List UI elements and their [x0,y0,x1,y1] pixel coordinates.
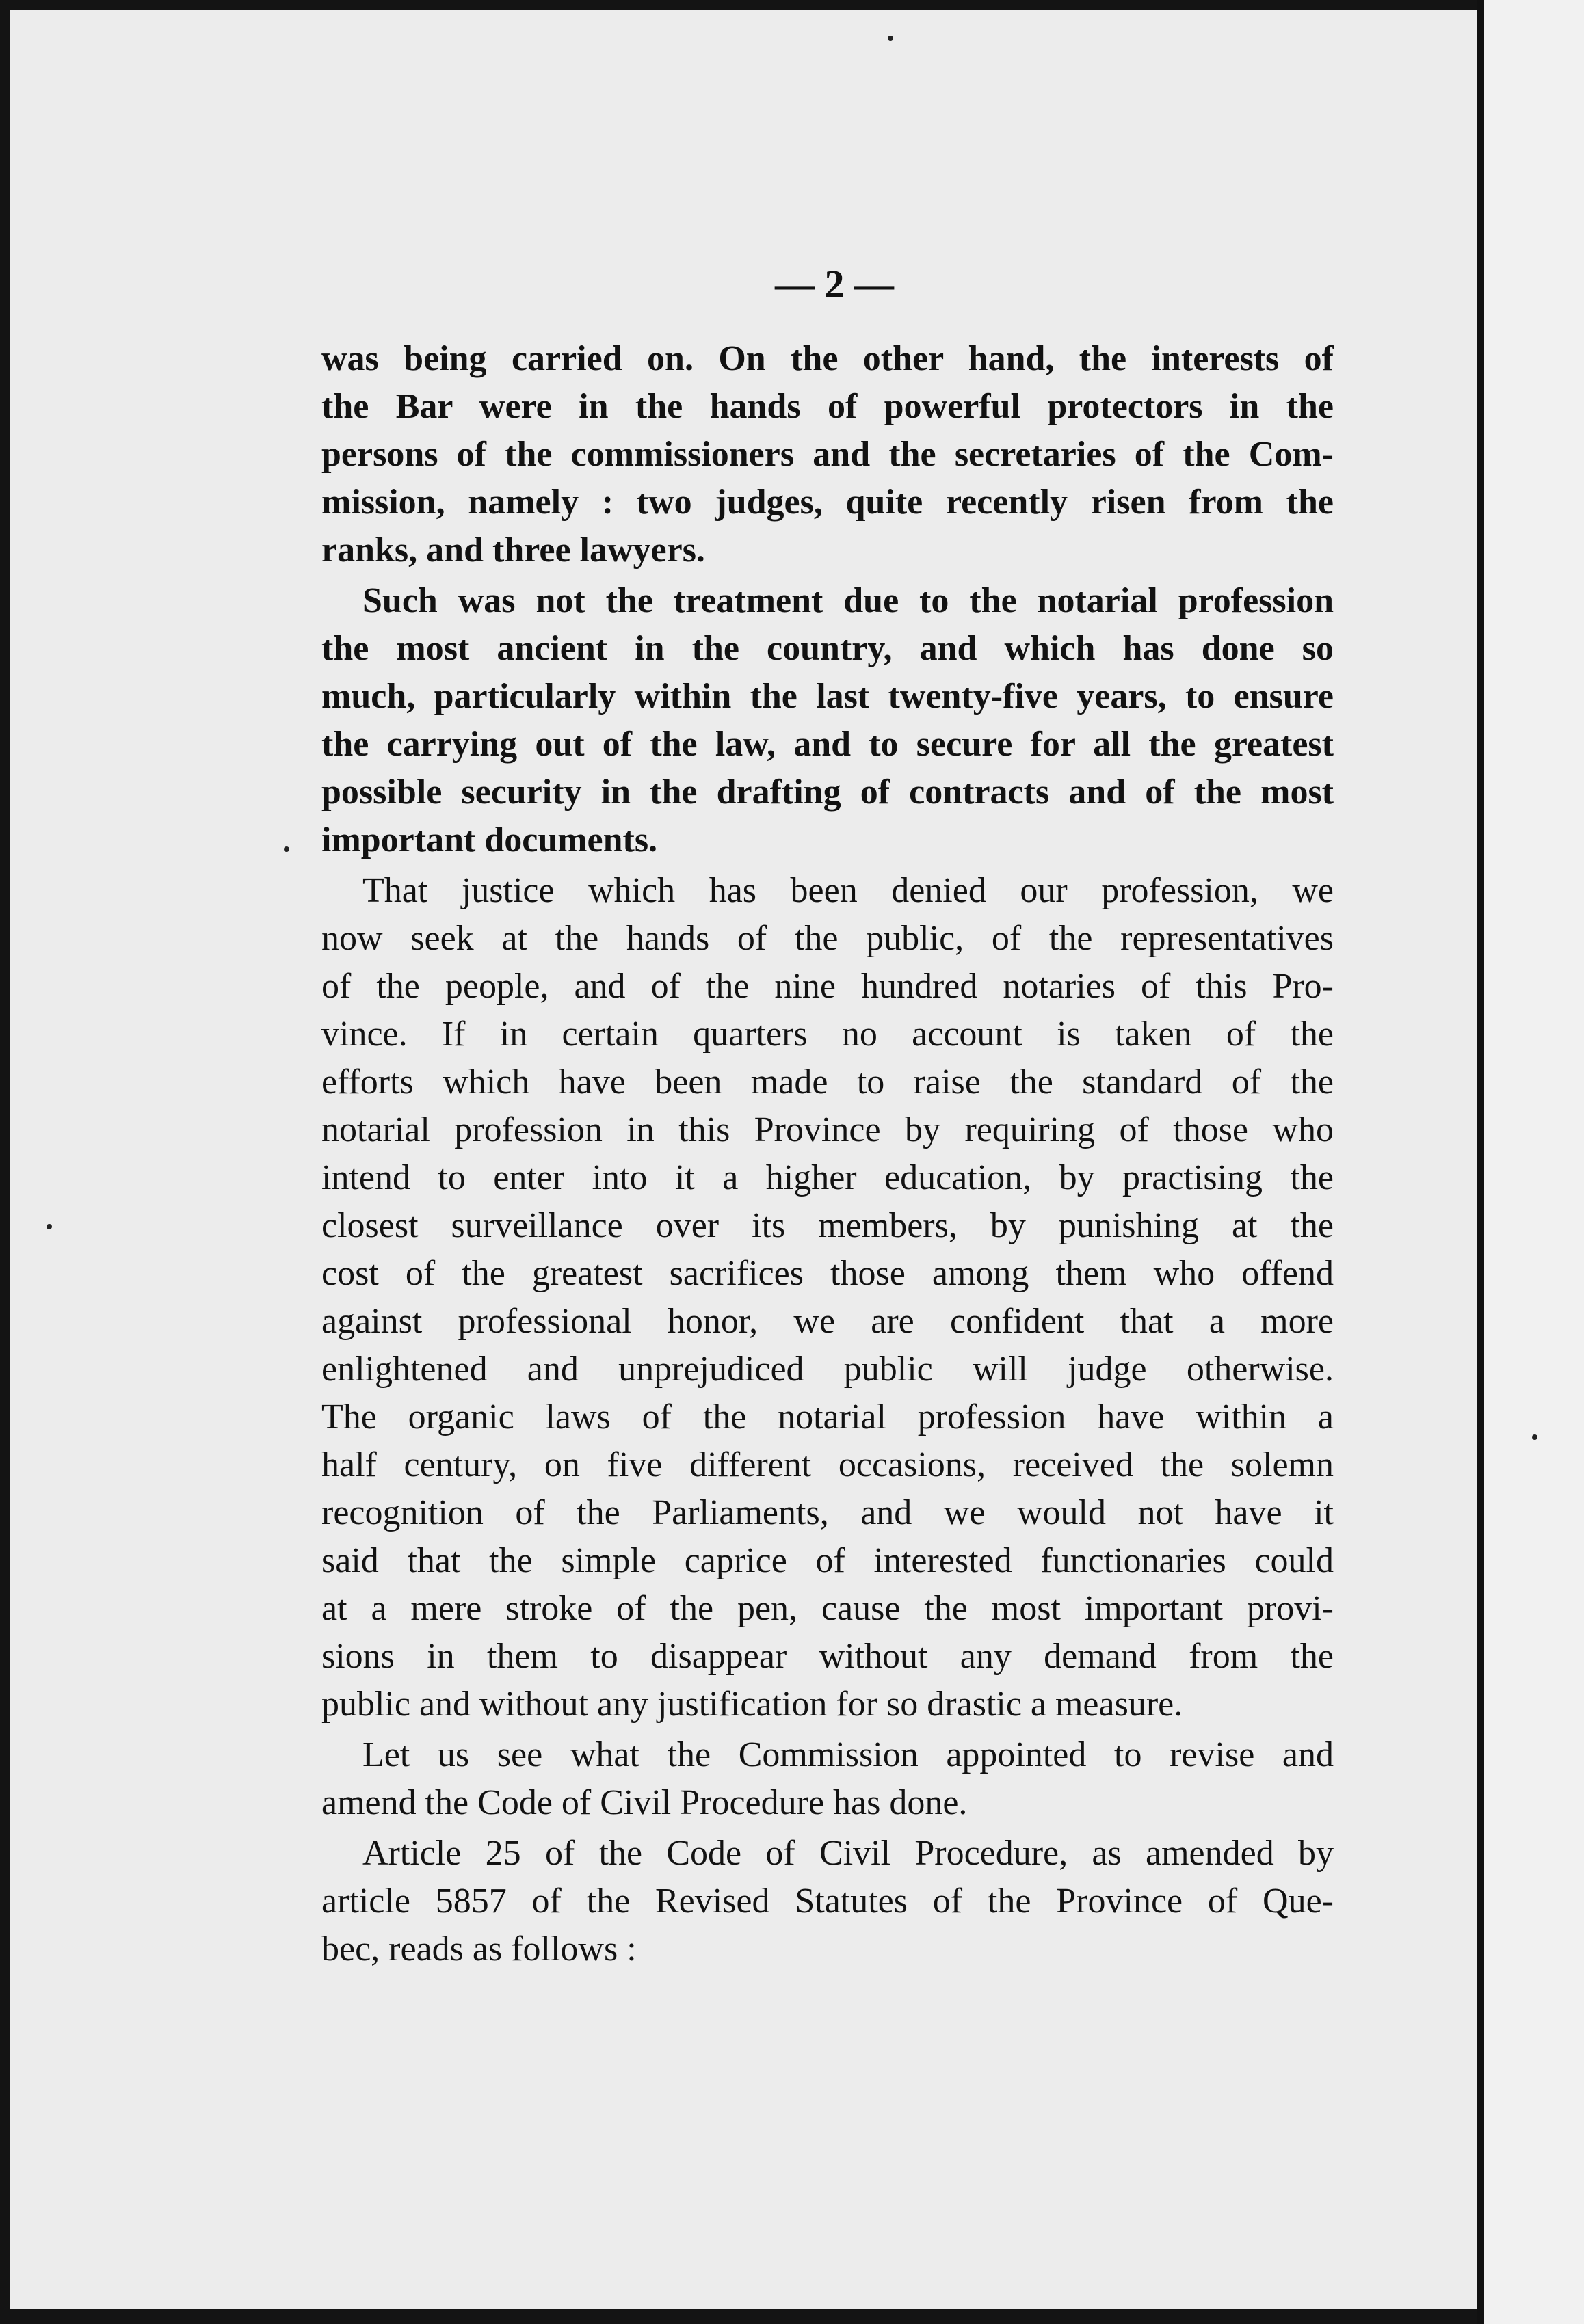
text-line: important documents. [321,820,658,859]
text-line: recognition of the Parliaments, and we would not have it [321,1493,1334,1532]
text-line: Article 25 of the Code of Civil Procedure, as amended by [362,1834,1334,1873]
text-line: efforts which have been made to raise the standard of the [321,1063,1334,1101]
text-line: the carrying out of the law, and to secure for all the greatest [321,725,1334,764]
text-line: half century, on five different occasions, received the solemn [321,1445,1334,1484]
ink-speck [888,36,893,41]
text-line: sions in them to disappear without any demand from the [321,1637,1334,1676]
text-line: Let us see what the Commission appointed to revise and [362,1735,1334,1774]
text-line: the Bar were in the hands of powerful protectors in the [321,387,1334,426]
text-line: The organic laws of the notarial profession have within a [321,1398,1334,1437]
text-line: article 5857 of the Revised Statutes of the Province of Que- [321,1882,1334,1921]
text-line: public and without any justification for so drastic a measure. [321,1685,1183,1724]
ink-speck [47,1224,52,1229]
paragraph-5 [321,1830,1334,1973]
text-line: bec, reads as follows : [321,1929,637,1968]
page-number: — 2 — [775,262,894,306]
text-line: now seek at the hands of the public, of the representatives [321,919,1334,958]
text-line: Such was not the treatment due to the notarial profession [362,581,1334,620]
text-line: said that the simple caprice of interested functionaries could [321,1541,1334,1580]
text-line: vince. If in certain quarters no account is taken of the [321,1015,1334,1054]
text-line: amend the Code of Civil Procedure has done. [321,1783,968,1822]
paragraph-4 [321,1731,1334,1827]
text-line: possible security in the drafting of contracts and of the most [321,773,1334,812]
text-line: That justice which has been denied our profession, we [362,871,1334,910]
paragraph-1 [321,335,1334,574]
text-line: mission, namely : two judges, quite recently risen from the [321,483,1334,522]
text-line: persons of the commissioners and the secretaries of the Com- [321,435,1334,474]
text-line: ranks, and three lawyers. [321,531,705,570]
page-edge-shadow [1477,0,1484,2324]
adjacent-page-strip [1484,0,1584,2324]
text-line: against professional honor, we are confident that a more [321,1302,1334,1341]
paragraph-2 [321,577,1334,864]
text-line: notarial profession in this Province by requiring of those who [321,1110,1334,1149]
ink-speck [1532,1434,1537,1440]
text-line: was being carried on. On the other hand, the interests of [321,339,1334,378]
text-line: the most ancient in the country, and which has done so [321,629,1334,668]
text-line: closest surveillance over its members, by punishing at the [321,1206,1334,1245]
text-line: much, particularly within the last twenty-five years, to ensure [321,677,1334,716]
text-line: of the people, and of the nine hundred notaries of this Pro- [321,967,1334,1006]
text-line: cost of the greatest sacrifices those among them who offend [321,1254,1334,1293]
paragraph-3 [321,867,1334,1728]
text-line: at a mere stroke of the pen, cause the most important provi- [321,1589,1334,1628]
text-line: enlightened and unprejudiced public will judge otherwise. [321,1350,1334,1389]
ink-speck [284,846,289,852]
body-text [321,335,1334,1973]
text-line: intend to enter into it a higher education, by practising the [321,1158,1334,1197]
